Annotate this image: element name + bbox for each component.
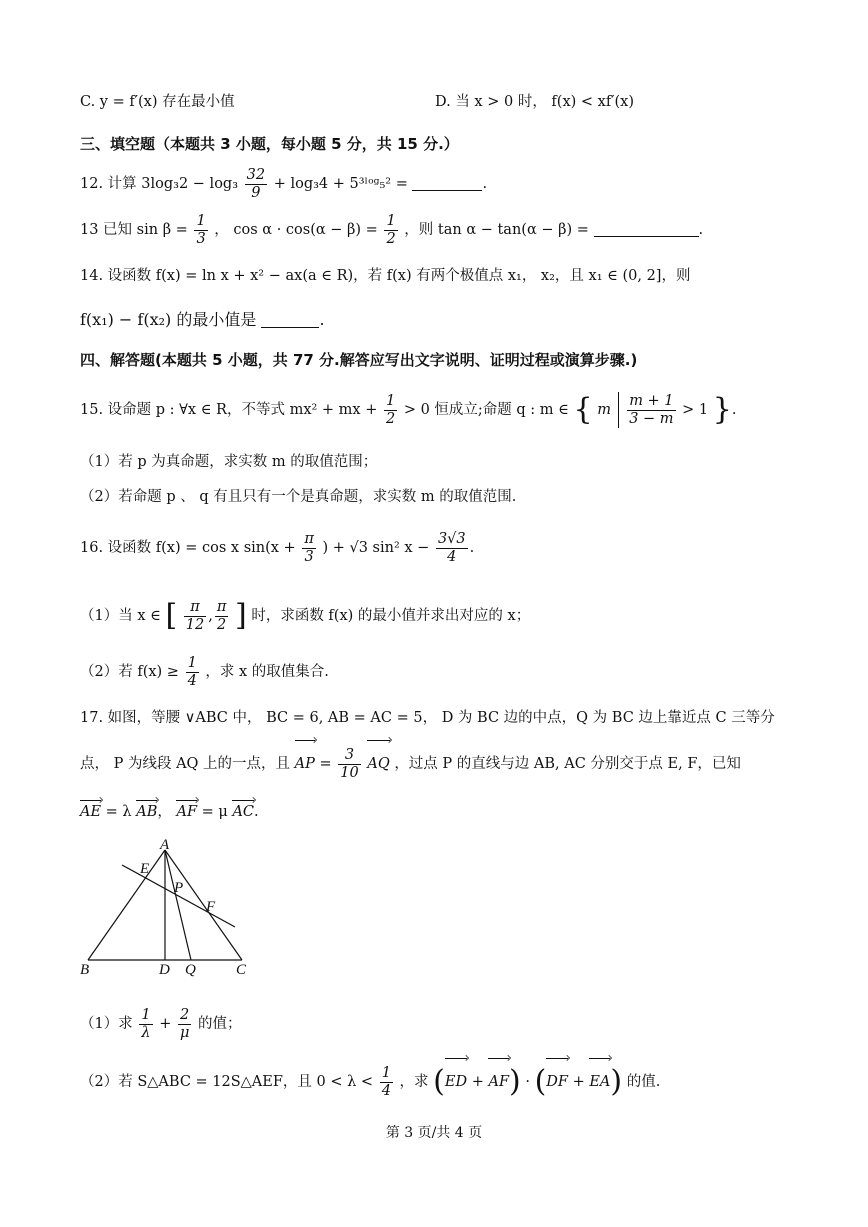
- q17-f-den: 10: [340, 764, 359, 781]
- vector-ae: AE: [80, 804, 102, 820]
- q16-sub2-a: （2）若 f(x) ≥: [80, 664, 179, 680]
- q17-sub1-frac-1: [139, 1007, 152, 1042]
- section-4-title: 四、解答题(本题共 5 小题，共 77 分.解答应写出文字说明、证明过程或演算步骤.): [80, 351, 638, 369]
- q15-set-cond: > 1: [682, 402, 709, 418]
- vector-af: AF: [176, 804, 198, 820]
- q12-suffix: + log₃4 + 5³ˡᵒᵍ₅² =: [273, 176, 408, 192]
- question-16: [80, 526, 474, 570]
- q13-f1-den: 3: [196, 230, 206, 247]
- q13-f1-num: 1: [196, 212, 206, 229]
- q13-suffix: ，则 tan α − tan(α − β) =: [404, 222, 589, 238]
- q17-s1-num2: 2: [178, 1007, 191, 1025]
- segment-ab: [88, 850, 165, 960]
- q17-end: .: [254, 804, 259, 820]
- question-15-sub-1: （1）若 p 为真命题，求实数 m 的取值范围；: [80, 454, 378, 470]
- q16-bracket-right: ]: [235, 598, 247, 633]
- q13-end: .: [698, 222, 704, 238]
- q17-s2-num: 1: [381, 1064, 391, 1081]
- q16-fraction-pi3: [302, 531, 316, 566]
- q16-i1-num: π: [184, 599, 206, 617]
- question-15-sub-2: （2）若命题 p 、 q 有且只有一个是真命题，求实数 m 的取值范围.: [80, 489, 517, 505]
- question-16-sub-1: （1）当 x ∈ [ $\frac{\pi}{12}$ , $\frac{\pi}{2}$ ] 时，求函数 f(x) 的最小值并求出对应的 x；: [80, 598, 531, 633]
- q13-fraction-2: [384, 213, 397, 248]
- segment-aq: [165, 850, 191, 960]
- label-q: Q: [185, 962, 196, 978]
- q15-brace-left: {: [573, 392, 593, 427]
- option-d: D. 当 x > 0 时， f(x) < xf′(x): [435, 94, 634, 110]
- label-p: P: [174, 880, 184, 896]
- vector-ab: AB: [136, 804, 158, 820]
- q16-fraction-root: [436, 531, 468, 566]
- q16-sub2-fraction: [186, 655, 199, 690]
- q17-sub1-a: （1）求: [80, 1016, 133, 1032]
- question-14-line-2: [80, 310, 325, 330]
- q17-sub2-a: （2）若 S△ABC = 12S△AEF，且 0 < λ <: [80, 1074, 374, 1090]
- q16-s2-den: 4: [187, 672, 197, 689]
- q12-frac-num: 32: [246, 166, 266, 183]
- q16-i2-den: 2: [217, 616, 227, 633]
- question-16-sub-2: [80, 650, 329, 694]
- question-14-line-1: 14. 设函数 f(x) = ln x + x² − ax(a ∈ R)，若 f(x) 有两个极值点 x₁， x₂，且 x₁ ∈ (0, 2]，则: [80, 268, 691, 284]
- option-c: C. y = f′(x) 存在最小值: [80, 94, 235, 110]
- q17-sub2-c: 的值.: [626, 1074, 661, 1090]
- q17-sub2-frac: [380, 1065, 393, 1100]
- question-17-line-2: [80, 742, 741, 786]
- q17-line2-b: ，过点 P 的直线与边 AB, AC 分别交于点 E, F，已知: [394, 756, 741, 772]
- segment-ef: [122, 865, 235, 927]
- q16-bracket-left: [: [165, 598, 178, 633]
- q14-answer-blank[interactable]: [261, 311, 319, 328]
- q17-line3-a: = λ: [105, 804, 132, 820]
- q15-s-num: m + 1: [629, 392, 674, 409]
- q15-f-num: 1: [385, 392, 396, 409]
- q16-sub1-b: 时，求函数 f(x) 的最小值并求出对应的 x；: [251, 608, 531, 624]
- q12-answer-blank[interactable]: [412, 174, 482, 191]
- q15-prefix: 15. 设命题 p : ∀x ∈ R，不等式 mx² + mx +: [80, 402, 378, 418]
- q14-end: .: [319, 310, 325, 329]
- q17-line2-a: 点， P 为线段 AQ 上的一点，且: [80, 756, 291, 772]
- q16-end: .: [469, 540, 475, 556]
- q16-r-den: 4: [447, 548, 457, 565]
- q17-s1-den2: μ: [179, 1024, 190, 1041]
- question-12: [80, 164, 487, 204]
- q15-set-var: m: [597, 402, 611, 418]
- question-17-line-3: [80, 802, 259, 822]
- q13-mid: ， cos α · cos(α − β) =: [214, 222, 378, 238]
- label-b: B: [80, 962, 90, 978]
- question-13: [80, 210, 703, 250]
- vector-ap: AP: [295, 742, 315, 786]
- q16-p-den: 3: [304, 548, 314, 565]
- q16-sub2-b: ，求 x 的取值集合.: [205, 664, 329, 680]
- q17-s1-den1: λ: [141, 1024, 151, 1041]
- page-footer: 第 3 页/共 4 页: [385, 1125, 483, 1141]
- q15-f-den: 2: [385, 410, 396, 427]
- q17-s2-den: 4: [381, 1082, 391, 1099]
- q17-equals: =: [319, 756, 332, 772]
- q12-fraction: [245, 167, 267, 202]
- q14-line2: f(x₁) − f(x₂) 的最小值是: [80, 310, 257, 329]
- q12-frac-den: 9: [251, 184, 261, 201]
- q16-interval-start: [184, 599, 206, 634]
- q17-paren-2-left: (: [534, 1064, 547, 1099]
- q12-end: .: [482, 176, 488, 192]
- q17-paren-1-right: ): [509, 1064, 521, 1099]
- question-17-line-1: 17. 如图，等腰 ∨ABC 中， BC = 6, AB = AC = 5， D 为 BC 边的中点，Q 为 BC 边上靠近点 C 三等分: [80, 710, 775, 726]
- q17-f-num: 3: [338, 747, 360, 765]
- label-d: D: [159, 962, 170, 978]
- q17-paren-1-left: (: [433, 1064, 445, 1099]
- vector-aq: AQ: [367, 742, 389, 786]
- q17-sub1-b: 的值；: [198, 1016, 242, 1032]
- q17-fraction-3-10: [338, 747, 360, 782]
- q16-sub1-a: （1）当 x ∈: [80, 608, 161, 624]
- q15-fraction: [384, 393, 397, 428]
- q17-paren-2-right: ): [610, 1064, 623, 1099]
- q17-line3-b: = μ: [201, 804, 228, 820]
- q16-i1-den: 12: [185, 616, 205, 633]
- q16-i2-num: π: [216, 598, 227, 615]
- q12-prefix: 12. 计算 3log₃2 − log₃: [80, 176, 239, 192]
- q13-prefix: 13 已知 sin β =: [80, 222, 188, 238]
- q16-mid: ) + √3 sin² x −: [322, 540, 430, 556]
- q16-interval-end: [215, 599, 229, 634]
- vector-ea: EA: [589, 1060, 610, 1104]
- q17-plus: +: [159, 1016, 172, 1032]
- q16-prefix: 16. 设函数 f(x) = cos x sin(x +: [80, 540, 296, 556]
- vector-ac: AC: [232, 804, 255, 820]
- q13-fraction-1: [194, 213, 207, 248]
- q15-brace-right: }: [712, 392, 732, 427]
- q16-p-num: π: [304, 530, 314, 547]
- label-a: A: [160, 837, 170, 853]
- q17-sub2-b: ，求: [399, 1074, 429, 1090]
- q13-f2-den: 2: [386, 230, 396, 247]
- q17-sep: ，: [157, 804, 172, 820]
- q15-set-fraction: [627, 393, 675, 428]
- question-15: [80, 388, 736, 432]
- q16-r-num: 3√3: [437, 530, 466, 547]
- vector-af-2: AF: [488, 1060, 509, 1104]
- vector-ed: ED: [445, 1060, 467, 1104]
- segment-ac: [165, 850, 242, 960]
- question-17-sub-2: （2）若 S△ABC = 12S△AEF，且 0 < λ < $\frac{1}{4}$ ，求 (ED + AF) · (DF + EA) 的值.: [80, 1060, 660, 1104]
- label-f: F: [206, 899, 216, 915]
- label-c: C: [236, 962, 247, 978]
- q15-end: .: [731, 402, 737, 418]
- q13-f2-num: 1: [386, 212, 396, 229]
- q15-set-bar: [618, 392, 619, 428]
- q16-s2-num: 1: [187, 654, 197, 671]
- q13-answer-blank[interactable]: [594, 220, 699, 237]
- question-17-sub-1: [80, 1002, 242, 1046]
- q15-mid: > 0 恒成立;命题 q : m ∈: [403, 402, 569, 418]
- triangle-figure: [70, 835, 270, 985]
- label-e: E: [140, 861, 150, 877]
- q17-s1-num1: 1: [141, 1006, 151, 1023]
- section-3-title: 三、填空题（本题共 3 小题，每小题 5 分，共 15 分.）: [80, 135, 459, 153]
- q15-s-den: 3 − m: [629, 410, 674, 427]
- vector-df: DF: [546, 1060, 568, 1104]
- q17-sub1-frac-2: [178, 1007, 191, 1042]
